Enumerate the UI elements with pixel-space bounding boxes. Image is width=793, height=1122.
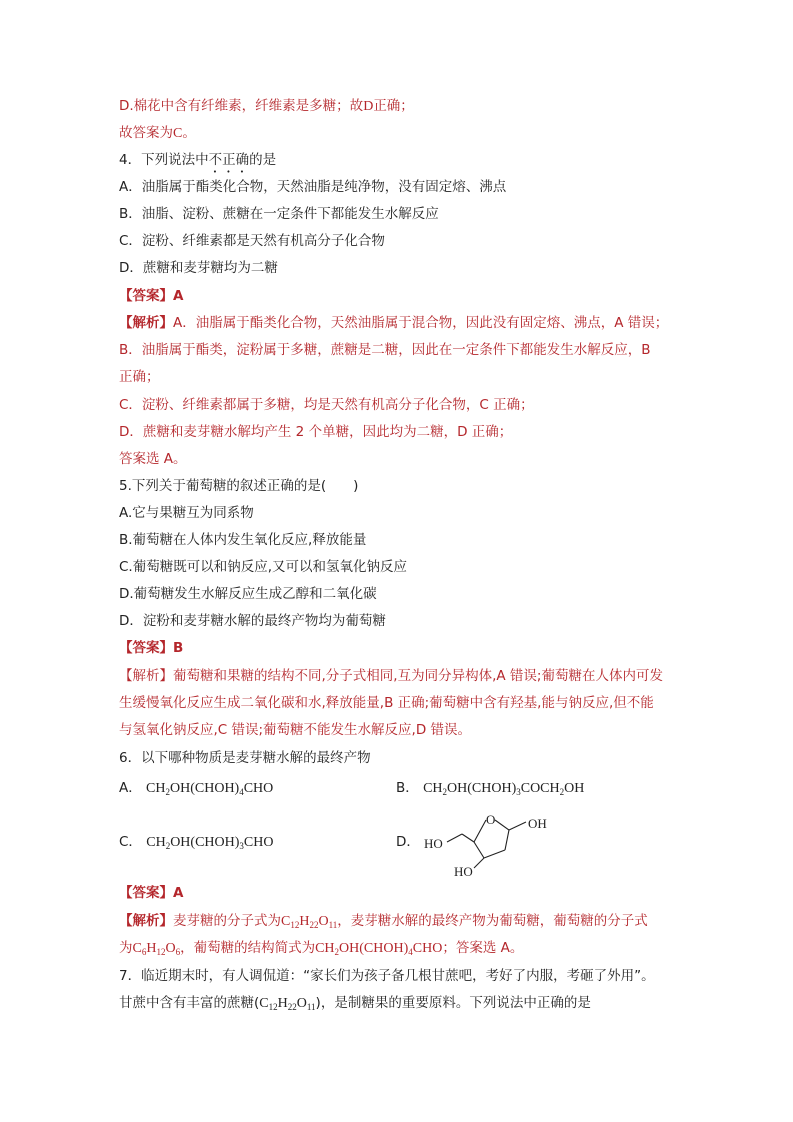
- text: D: [363, 99, 374, 114]
- text: 正确；: [373, 98, 414, 114]
- ho-label-left: HO: [424, 836, 443, 851]
- line-prev-conclusion: [119, 123, 196, 144]
- formula-glucose: $C_6H_{12}O_6$: [132, 941, 181, 957]
- q6-option-c: [119, 832, 273, 853]
- option-label: C．: [119, 834, 142, 850]
- formula-glucose-structure: $CH_2OH(CHOH)_4CHO$: [315, 941, 443, 957]
- text: C: [173, 126, 183, 141]
- q4-option-d: D．蔗糖和麦芽糖均为二糖: [119, 260, 278, 276]
- q4-explanation-4: C．淀粉、纤维素都属于多糖，均是天然有机高分子化合物，C 正确；: [119, 397, 534, 413]
- q4-option-c: C．淀粉、纤维素都是天然有机高分子化合物: [119, 233, 385, 249]
- q6-option-d: D．: [396, 834, 420, 850]
- q6-option-a: [119, 778, 273, 799]
- deoxyribose-structure: [422, 806, 562, 882]
- text: 4．下列说法中: [119, 152, 209, 168]
- text: ，葡萄糖的结构简式为: [180, 940, 316, 956]
- q4-answer: 【答案】A: [119, 288, 184, 304]
- option-label: B．: [396, 780, 419, 796]
- formula: $CH_2OH(CHOH)_4CHO$: [146, 781, 274, 797]
- formula-sucrose: $C_{12}H_{22}O_{11}$: [259, 996, 316, 1012]
- q5-option-d: D.葡萄糖发生水解反应生成乙醇和二氧化碳: [119, 586, 377, 602]
- formula: $CH_2OH(CHOH)_3COCH_2OH$: [423, 781, 585, 797]
- q5-explanation-3: 与氢氧化钠反应,C 错误;葡萄糖不能发生水解反应,D 错误。: [119, 722, 472, 738]
- q5-option-c: C.葡萄糖既可以和钠反应,又可以和氢氧化钠反应: [119, 559, 408, 575]
- question-7-line-2: [119, 993, 591, 1014]
- text: 。: [182, 125, 196, 141]
- oh-label-right: OH: [528, 816, 547, 831]
- question-4: [119, 150, 276, 176]
- explanation-tag: 【解析】: [119, 315, 173, 331]
- q4-explanation-3: 正确；: [119, 369, 160, 385]
- text: 的是: [249, 152, 277, 168]
- ring-oxygen-label: O: [486, 812, 496, 827]
- q4-explanation-2: B．油脂属于酯类，淀粉属于多糖，蔗糖是二糖，因此在一定条件下都能发生水解反应，B: [119, 342, 651, 358]
- line-prev-answer-d: [119, 96, 414, 117]
- q5-answer: 【答案】B: [119, 640, 184, 656]
- option-label: A．: [119, 780, 142, 796]
- ho-label-bottom: HO: [454, 864, 473, 879]
- q6-option-b: [396, 778, 584, 799]
- text: 麦芽糖的分子式为: [173, 913, 281, 929]
- emphasis-text: 不正确: [208, 152, 250, 168]
- q5-explanation-1: 【解析】葡萄糖和果糖的结构不同,分子式相同,互为同分异构体,A 错误;葡萄糖在人体内可发: [119, 668, 663, 684]
- q4-option-a: A．油脂属于酯类化合物，天然油脂是纯净物，没有固定熔、沸点: [119, 179, 507, 195]
- question-7-line-1: 7．临近期末时，有人调侃道：“家长们为孩子备几根甘蔗吧，考好了内服，考砸了外用”。: [119, 968, 655, 984]
- q4-explanation-5: D．蔗糖和麦芽糖水解均产生 2 个单糖，因此均为二糖，D 正确；: [119, 424, 513, 440]
- text: A．油脂属于酯类化合物，天然油脂属于混合物，因此没有固定熔、沸点，A 错误；: [173, 315, 669, 331]
- formula: $CH_2OH(CHOH)_3CHO$: [146, 835, 274, 851]
- q5-option-a: A.它与果糖互为同系物: [119, 505, 254, 521]
- q5-explanation-2: 生缓慢氧化反应生成二氧化碳和水,释放能量,B 正确;葡萄糖中含有羟基,能与钠反应,但不能: [119, 695, 654, 711]
- q5-option-extra: D．淀粉和麦芽糖水解的最终产物均为葡萄糖: [119, 613, 386, 629]
- q6-explanation-2: [119, 938, 523, 959]
- text: ，麦芽糖水解的最终产物为葡萄糖，葡萄糖的分子式: [337, 913, 648, 929]
- text: 为: [119, 940, 133, 956]
- q4-explanation-6: 答案选 A。: [119, 451, 187, 467]
- text: 故答案为: [119, 125, 173, 141]
- text: )，是制糖果的重要原料。下列说法中正确的是: [315, 995, 591, 1011]
- text: 甘蔗中含有丰富的蔗糖(: [119, 995, 260, 1011]
- q4-explanation-1: [119, 313, 668, 333]
- text: ；答案选 A。: [442, 940, 524, 956]
- q5-option-b: B.葡萄糖在人体内发生氧化反应,释放能量: [119, 532, 367, 548]
- formula-maltose: $C_{12}H_{22}O_{11}$: [281, 914, 338, 930]
- explanation-tag: 【解析】: [119, 913, 173, 929]
- text: D.棉花中含有纤维素，纤维素是多糖；故: [119, 98, 364, 114]
- q6-answer: 【答案】A: [119, 885, 184, 901]
- q6-explanation-1: [119, 911, 648, 932]
- question-5: 5.下列关于葡萄糖的叙述正确的是( ): [119, 478, 359, 494]
- q4-option-b: B．油脂、淀粉、蔗糖在一定条件下都能发生水解反应: [119, 206, 439, 222]
- question-6: 6．以下哪种物质是麦芽糖水解的最终产物: [119, 750, 371, 766]
